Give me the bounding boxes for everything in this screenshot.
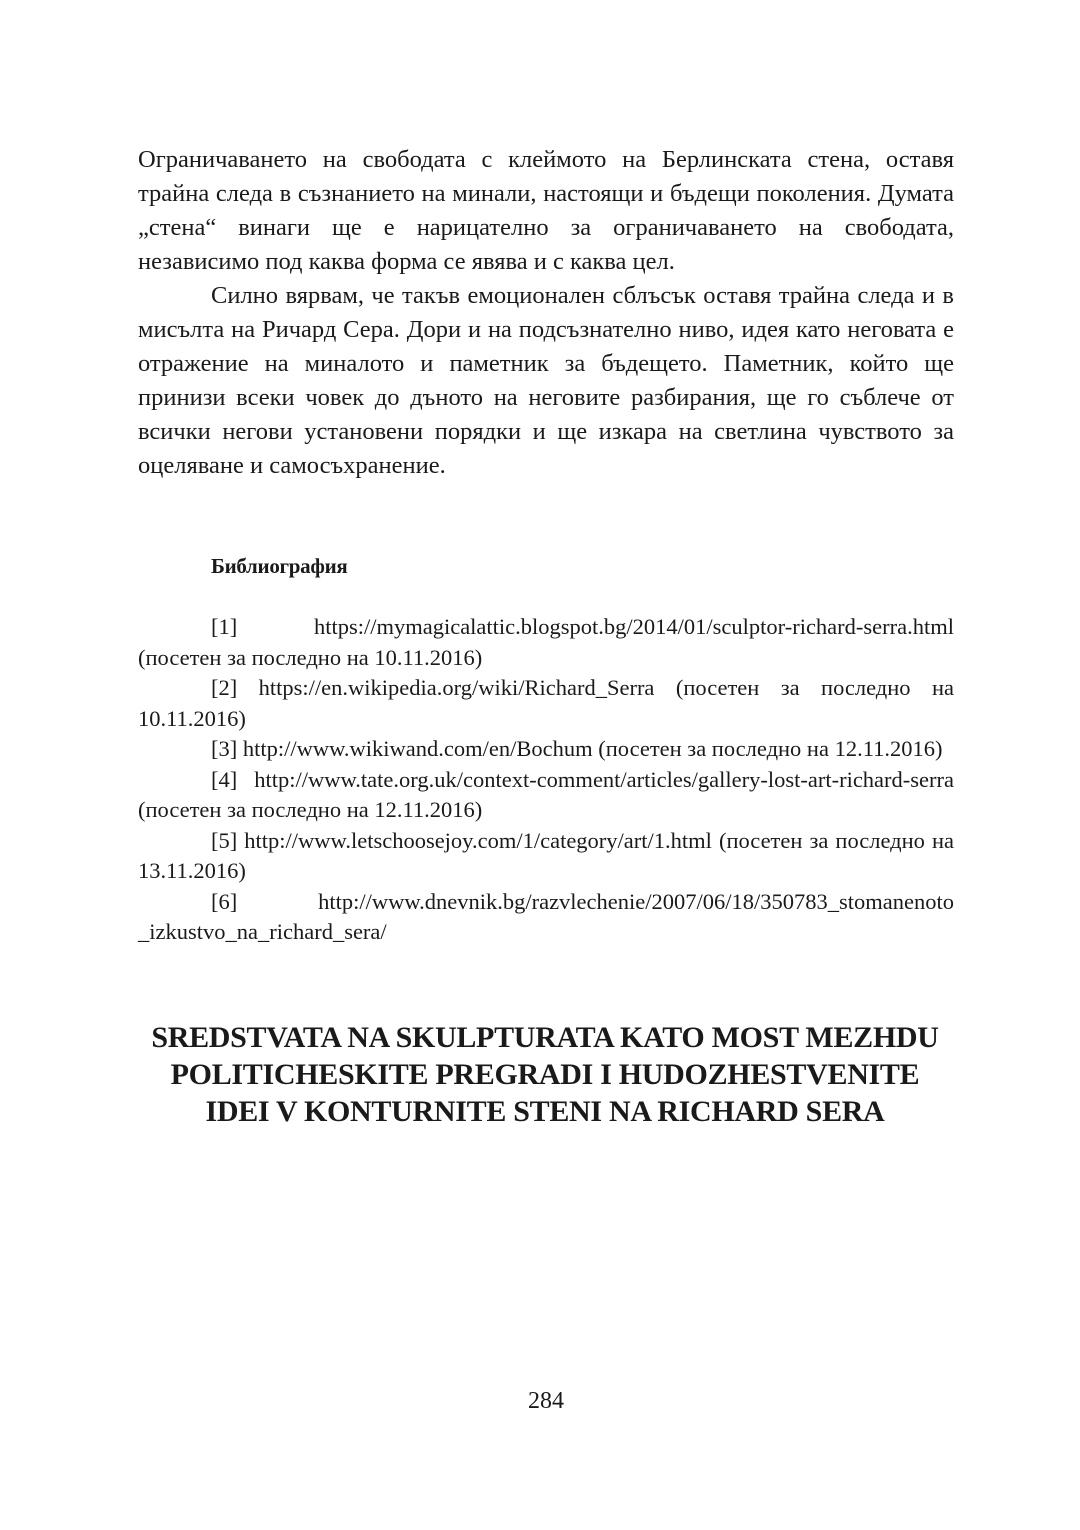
bibliography-entry-2: [2] https://en.wikipedia.org/wiki/Richard_Serra (посетен за последно на 10.11.2016) (138, 675, 954, 731)
bibliography-heading: Библиография (211, 554, 348, 578)
section-title-line-1: SREDSTVATA NA SKULPTURATA KATO MOST MEZHDU (151, 1021, 939, 1054)
section-title-line-2: POLITICHESKITE PREGRADI I HUDOZHESTVENITE (170, 1058, 920, 1091)
section-title (100, 1019, 990, 1130)
paragraph-berlin-wall: Ограничаването на свободата с клеймото на Берлинската стена, оставя трайна следа в съзнанието на минали, настоящи и бъдещи поколения. Думата „стена“ винаги ще е нарицателно за ограничаването на свободата, независимо под каква форма се явява и с каква цел. (138, 146, 954, 275)
bibliography-list (138, 612, 954, 948)
bibliography-entry-3: [3] http://www.wikiwand.com/en/Bochum (посетен за последно на 12.11.2016) (211, 736, 943, 761)
body-text (138, 143, 954, 483)
bibliography-entry-4: [4] http://www.tate.org.uk/context-comment/articles/gallery-lost-art-richard-serra (посетен за последно на 12.11.2016) (138, 766, 954, 822)
page-number: 284 (528, 1388, 564, 1414)
bibliography-entry-6: [6] http://www.dnevnik.bg/razvlechenie/2007/06/18/350783_stomanenoto _izkustvo_na_richard_sera/ (138, 888, 954, 944)
bibliography-entry-5: [5] http://www.letschoosejoy.com/1/category/art/1.html (посетен за последно на 13.11.2016) (138, 827, 954, 883)
section-title-line-3: IDEI V KONTURNITE STENI NA RICHARD SERA (205, 1095, 885, 1128)
paragraph-richard-serra: Силно вярвам, че такъв емоционален сблъсък оставя трайна следа и в мисълта на Ричард Сера. Дори и на подсъзнателно ниво, идея като неговата е отражение на миналото и паметник за бъдещето. Паметник, който ще принизи всеки човек до дъното на неговите разбирания, ще го съблече от всички негови установени порядки и ще изкара на светлина чувството за оцеляване и самосъхранение. (138, 282, 954, 479)
bibliography-entry-1: [1] https://mymagicalattic.blogspot.bg/2014/01/sculptor-richard-serra.html (посетен за последно на 10.11.2016) (138, 614, 954, 670)
